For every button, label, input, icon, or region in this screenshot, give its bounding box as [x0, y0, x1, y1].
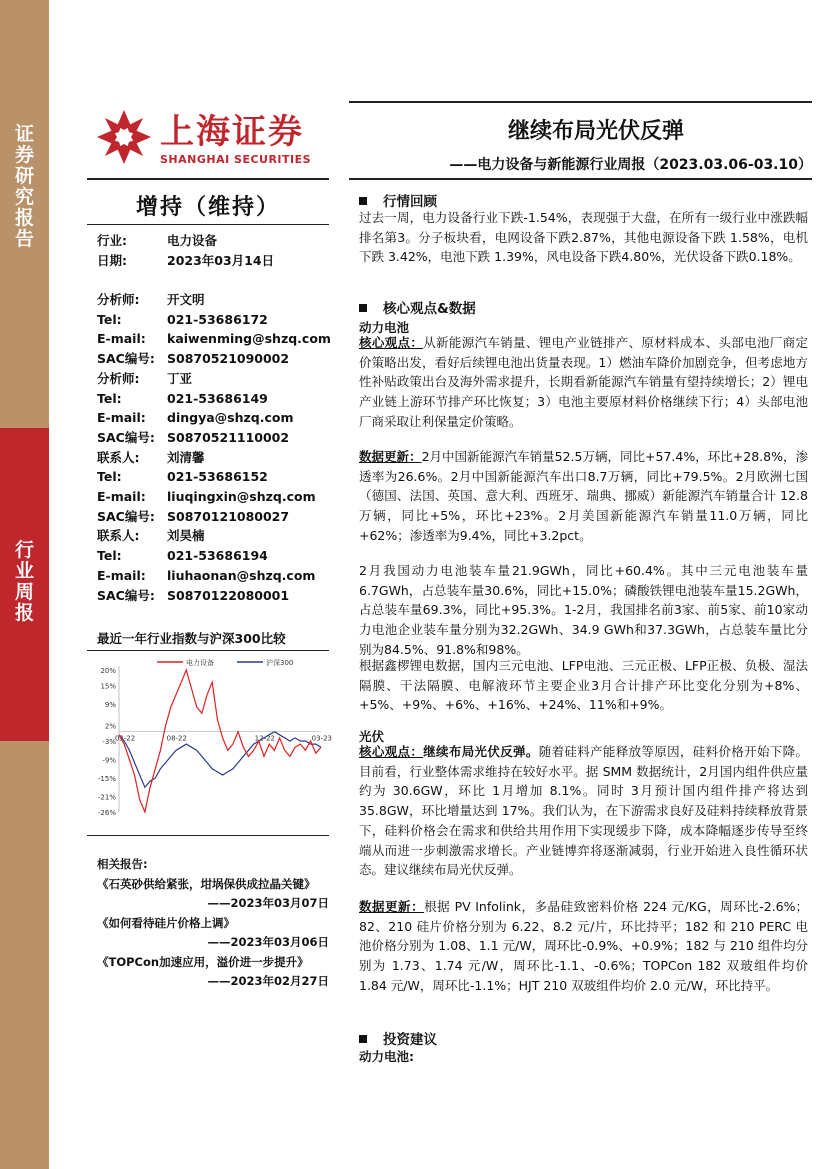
header-rule	[349, 101, 812, 103]
chart-rule	[87, 650, 329, 651]
contact-key: E-mail:	[97, 410, 146, 426]
contacts-block	[97, 290, 331, 605]
section-title: 行情回顾	[383, 194, 437, 210]
meta-key: 日期:	[97, 252, 127, 268]
contact-row	[97, 526, 331, 546]
contact-row	[97, 349, 331, 369]
battery-data-text: 2月中国新能源汽车销量52.5万辆，同比+57.4%，环比+28.8%，渗透率为26.6%。2月中国新能源汽车出口8.7万辆，同比+79.5%。2月欧洲七国（德国、法国、英国、意大利、西班牙、瑞典、挪威）新能源汽车销量合计 12.8 万辆，同比+5%，环比+23%。2月美国新能源汽车销量11.0万辆，同比+62%；渗透率为9.4%，同比+3.2pct。	[359, 449, 808, 543]
y-tick-label: -9%	[102, 756, 116, 765]
logo-en: SHANGHAI SECURITIES	[160, 153, 312, 166]
pv-data	[359, 897, 808, 996]
section-core	[359, 297, 476, 317]
legend-label: 电力设备	[186, 659, 214, 667]
right-rule	[349, 178, 812, 180]
contact-row	[97, 369, 331, 389]
contact-key: E-mail:	[97, 567, 146, 583]
legend-label: 沪深300	[266, 659, 294, 667]
battery-data	[359, 447, 808, 546]
rating: 增持（维持）	[135, 194, 280, 220]
contact-key: SAC编号:	[97, 429, 155, 445]
pv-data-label: 数据更新：	[359, 899, 425, 914]
contact-value: 丁亚	[167, 370, 193, 386]
contact-row	[97, 546, 331, 566]
x-tick-label: 12-22	[254, 734, 276, 743]
square-bullet-icon	[359, 1035, 367, 1043]
x-tick-label: 03-23	[311, 734, 332, 743]
square-bullet-icon	[359, 197, 367, 205]
y-tick-label: 2%	[104, 722, 116, 731]
contact-key: SAC编号:	[97, 587, 155, 603]
contact-row	[97, 428, 331, 448]
y-tick-label: -15%	[97, 775, 116, 784]
contact-value: 021-53686194	[167, 548, 268, 564]
contact-key: SAC编号:	[97, 351, 155, 367]
rating-rule	[87, 224, 329, 225]
contact-row	[97, 290, 331, 310]
contact-key: Tel:	[97, 548, 122, 564]
index-comparison-chart	[87, 652, 332, 827]
contact-row	[97, 586, 331, 606]
meta-value: 电力设备	[167, 233, 218, 248]
y-tick-label: 9%	[104, 700, 116, 709]
battery-view	[359, 333, 808, 432]
contact-row	[97, 448, 331, 468]
chart-rule-bottom	[87, 835, 329, 836]
battery-view-label: 核心观点：	[359, 335, 424, 350]
contact-row	[97, 566, 331, 586]
pv-view-head: 继续布局光伏反弹。	[423, 744, 539, 759]
contact-email[interactable]: kaiwenming@shzq.com	[167, 331, 331, 347]
y-tick-label: -3%	[102, 738, 116, 746]
y-tick-label: 20%	[100, 667, 116, 675]
contact-row	[97, 487, 331, 507]
contact-key: 联系人:	[97, 449, 140, 465]
x-tick-label: 08-22	[166, 734, 187, 743]
square-bullet-icon	[359, 304, 367, 312]
contact-row	[97, 310, 331, 330]
sidebar	[0, 0, 49, 1169]
related-reports	[97, 855, 329, 992]
contact-key: 联系人:	[97, 528, 140, 544]
contact-key: Tel:	[97, 390, 122, 406]
section-review	[359, 190, 437, 210]
meta-key: 行业:	[97, 233, 127, 248]
contact-value: S0870122080001	[167, 587, 290, 603]
battery-data-label: 数据更新：	[359, 449, 422, 464]
report-title[interactable]: 《TOPCon加速应用，溢价进一步提升》	[97, 954, 309, 969]
contact-row	[97, 389, 331, 409]
contact-value: S0870521090002	[167, 351, 290, 367]
pv-view	[359, 742, 808, 880]
section-title: 核心观点&数据	[383, 301, 476, 317]
report-item[interactable]	[97, 953, 329, 992]
chart-title: 最近一年行业指数与沪深300比较	[97, 631, 286, 646]
x-tick-label: 03-22	[114, 734, 136, 743]
contact-key: 分析师:	[97, 370, 140, 386]
review-text: 过去一周，电力设备行业下跌-1.54%，表现强于大盘，在所有一级行业中涨跌幅排名第3。分子板块看，电网设备下跌2.87%，其他电源设备下跌 1.58%，电机下跌 3.42%，电池下跌 1.39%，风电设备下跌4.80%，光伏设备下跌0.18%。	[359, 210, 808, 265]
report-title[interactable]: 《如何看待硅片价格上调》	[97, 915, 235, 930]
contact-email[interactable]: liuhaonan@shzq.com	[167, 567, 316, 583]
y-tick-label: -26%	[97, 809, 116, 817]
contact-key: Tel:	[97, 469, 122, 485]
page-title: 继续布局光伏反弹	[507, 118, 684, 144]
contact-row	[97, 329, 331, 349]
contact-key: SAC编号:	[97, 508, 155, 524]
y-tick-label: -21%	[97, 793, 116, 802]
report-title[interactable]: 《石英砂供给紧张，坩埚保供成拉晶关键》	[97, 876, 316, 891]
report-date: ——2023年03月07日	[207, 896, 329, 910]
pv-data-text: 根据 PV Infolink，多晶硅致密料价格 224 元/KG，周环比-2.6%；82、210 硅片价格分别为 6.22、8.2 元/片，环比持平；182 和 210 PERC 电池价格分别为 1.08、1.1 元/W，周环比-0.9%、+0.9%；182 与 210 组件均分别为 1.73、1.74 元/W，周环比-1.1、-0.6%；TOPCon 182 双玻组件均价 1.84 元/W，周环比-1.1%；HJT 210 双玻组件均价 2.0 元/W，环比持平。	[359, 899, 808, 993]
meta-industry	[97, 231, 274, 251]
battery-data-2: 2月我国动力电池装车量21.9GWh，同比+60.4%。其中三元电池装车量6.7GWh，占总装车量30.6%，同比+15.0%；磷酸铁锂电池装车量15.2GWh，占总装车量69.3%，同比+95.3%。1-2月，我国排名前3家、前5家、前10家动力电池企业装车量分别为32.2GWh、34.9 GWh和37.3GWh，占总装车量比分别为84.5%、91.8%和98%。	[359, 563, 808, 657]
contact-row	[97, 507, 331, 527]
meta-block	[97, 231, 274, 270]
sidebar-mid-label: 行 业 周 报	[14, 539, 34, 624]
contact-value: 刘昊楠	[167, 528, 205, 544]
report-date: ——2023年02月27日	[207, 974, 329, 988]
report-item[interactable]	[97, 914, 329, 953]
report-date: ——2023年03月06日	[207, 935, 329, 949]
contact-row	[97, 467, 331, 487]
invest-subtitle: 动力电池:	[359, 1049, 414, 1064]
contact-value: 刘清馨	[167, 449, 205, 465]
sidebar-top-label: 证 券 研 究 报 告	[14, 123, 34, 250]
logo-cn: 上海证券	[160, 112, 304, 152]
meta-value: 2023年03月14日	[167, 252, 275, 268]
pv-view-label: 核心观点：	[359, 744, 424, 759]
contact-value: 021-53686172	[167, 311, 268, 327]
logo-icon	[95, 108, 153, 166]
battery-subtitle: 动力电池	[359, 320, 410, 335]
contact-key: E-mail:	[97, 489, 146, 505]
meta-date	[97, 251, 274, 271]
battery-data-3: 根据鑫椤锂电数据，国内三元电池、LFP电池、三元正极、LFP正极、负极、湿法隔膜、干法隔膜、电解液环节主要企业3月合计排产环比变化分别为+8%、+5%、+9%、+6%、+16%、+24%、11%和+9%。	[359, 658, 808, 713]
contact-email[interactable]: liuqingxin@shzq.com	[167, 489, 316, 505]
pv-view-text: 随着硅料产能释放等原因，硅料价格开始下降。目前看，行业整体需求维持在较好水平。据 SMM 数据统计，2月国内组件供应量约为 30.6GW，环比 1月增加 8.1%。同时 3月预计国内组件排产将达到 35.8GW，环比增量达到 17%。我们认为，在下游需求良好及硅料持续释放背景下，硅料价格会在需求和供给共用作用下实现缓步下降，成本降幅逐步传导至终端从而进一步刺激需求增长。产业链博弈将逐渐减弱，行业开始进入良性循环状态。建议继续布局光伏反弹。	[359, 744, 808, 878]
y-tick-label: 15%	[100, 682, 116, 691]
section-invest	[359, 1028, 437, 1048]
contact-row	[97, 408, 331, 428]
contact-value: S0870121080027	[167, 508, 290, 524]
contact-email[interactable]: dingya@shzq.com	[167, 410, 294, 426]
contact-value: 021-53686152	[167, 469, 268, 485]
page-subtitle: ——电力设备与新能源行业周报（2023.03.06-03.10）	[449, 157, 812, 173]
contact-value: S0870521110002	[167, 429, 290, 445]
series-line	[119, 732, 321, 788]
battery-view-text: 从新能源汽车销量、锂电产业链排产、原材料成本、头部电池厂商定价策略出发，看好后续锂电池出货量表现。1）燃油车降价加剧竞争，但考虑地方性补贴政策出台及海外需求提升，长期看新能源汽车销量有望持续增长；2）锂电产业链上游环节排产环比恢复；3）电池主要原材料价格继续下行；4）头部电池厂商采取让利保量定价策略。	[359, 335, 808, 429]
contact-value: 021-53686149	[167, 390, 268, 406]
contact-key: Tel:	[97, 311, 122, 327]
report-item[interactable]	[97, 875, 329, 914]
left-rule	[87, 178, 329, 180]
reports-title: 相关报告:	[97, 857, 148, 871]
contact-key: E-mail:	[97, 331, 146, 347]
contact-key: 分析师:	[97, 292, 140, 307]
section-title: 投资建议	[383, 1032, 437, 1048]
contact-value: 开文明	[167, 292, 205, 307]
pv-subtitle: 光伏	[359, 729, 385, 744]
